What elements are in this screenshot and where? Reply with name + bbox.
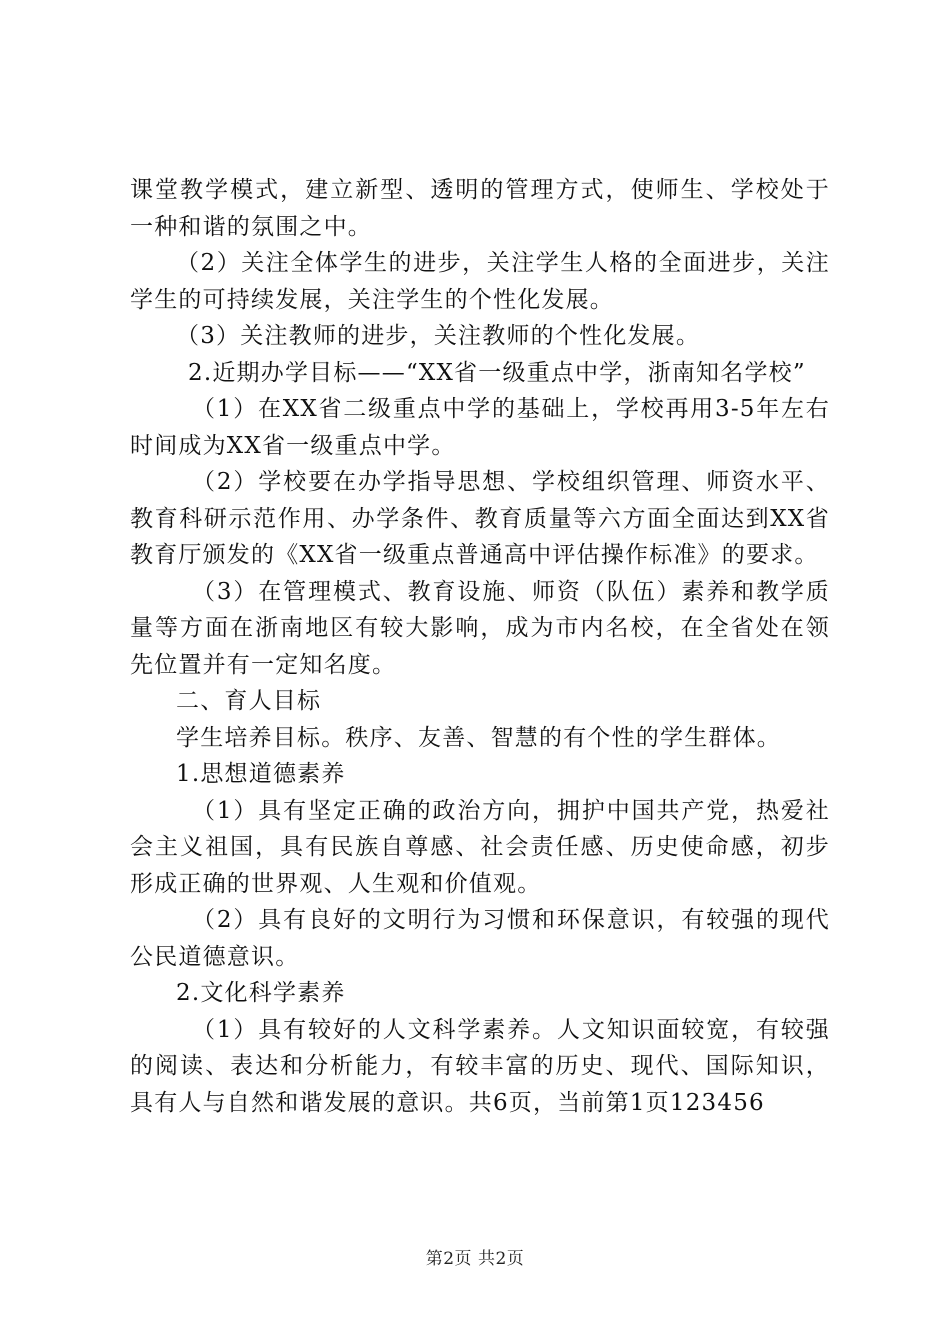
paragraph: （2）学校要在办学指导思想、学校组织管理、师资水平、教育科研示范作用、办学条件、教育质量等六方面全面达到XX省教育厅颁发的《XX省一级重点普通高中评估操作标准》的要求。 bbox=[130, 469, 830, 568]
paragraph: （2）具有良好的文明行为习惯和环保意识，有较强的现代公民道德意识。 bbox=[130, 907, 830, 970]
page-footer: 第2页 共2页 bbox=[425, 1249, 525, 1269]
paragraph: （1）在XX省二级重点中学的基础上，学校再用3-5年左右时间成为XX省一级重点中学。 bbox=[130, 396, 830, 459]
paragraph: （1）具有较好的人文科学素养。人文知识面较宽，有较强的阅读、表达和分析能力，有较丰富的历史、现代、国际知识，具有人与自然和谐发展的意识。共6页，当前第1页123456 bbox=[130, 1016, 830, 1116]
document-body bbox=[130, 172, 830, 1121]
paragraph: 学生培养目标。秩序、友善、智慧的有个性的学生群体。 bbox=[176, 724, 781, 751]
paragraph: （3）关注教师的进步，关注教师的个性化发展。 bbox=[176, 323, 701, 349]
section-heading: 2.文化科学素养 bbox=[176, 980, 346, 1006]
section-heading: 1.思想道德素养 bbox=[176, 761, 346, 787]
section-heading: 2.近期办学目标——“XX省一级重点中学，浙南知名学校” bbox=[188, 359, 806, 386]
paragraph: （1）具有坚定正确的政治方向，拥护中国共产党，热爱社会主义祖国，具有民族自尊感、社会责任感、历史使命感，初步形成正确的世界观、人生观和价值观。 bbox=[130, 797, 830, 897]
section-heading: 二、育人目标 bbox=[176, 688, 322, 714]
paragraph: （3）在管理模式、教育设施、师资（队伍）素养和教学质量等方面在浙南地区有较大影响，成为市内名校，在全省处在领先位置并有一定知名度。 bbox=[130, 578, 830, 678]
paragraph: 课堂教学模式，建立新型、透明的管理方式，使师生、学校处于一种和谐的氛围之中。 bbox=[130, 177, 830, 240]
paragraph: （2）关注全体学生的进步，关注学生人格的全面进步，关注学生的可持续发展，关注学生的个性化发展。 bbox=[130, 250, 830, 313]
